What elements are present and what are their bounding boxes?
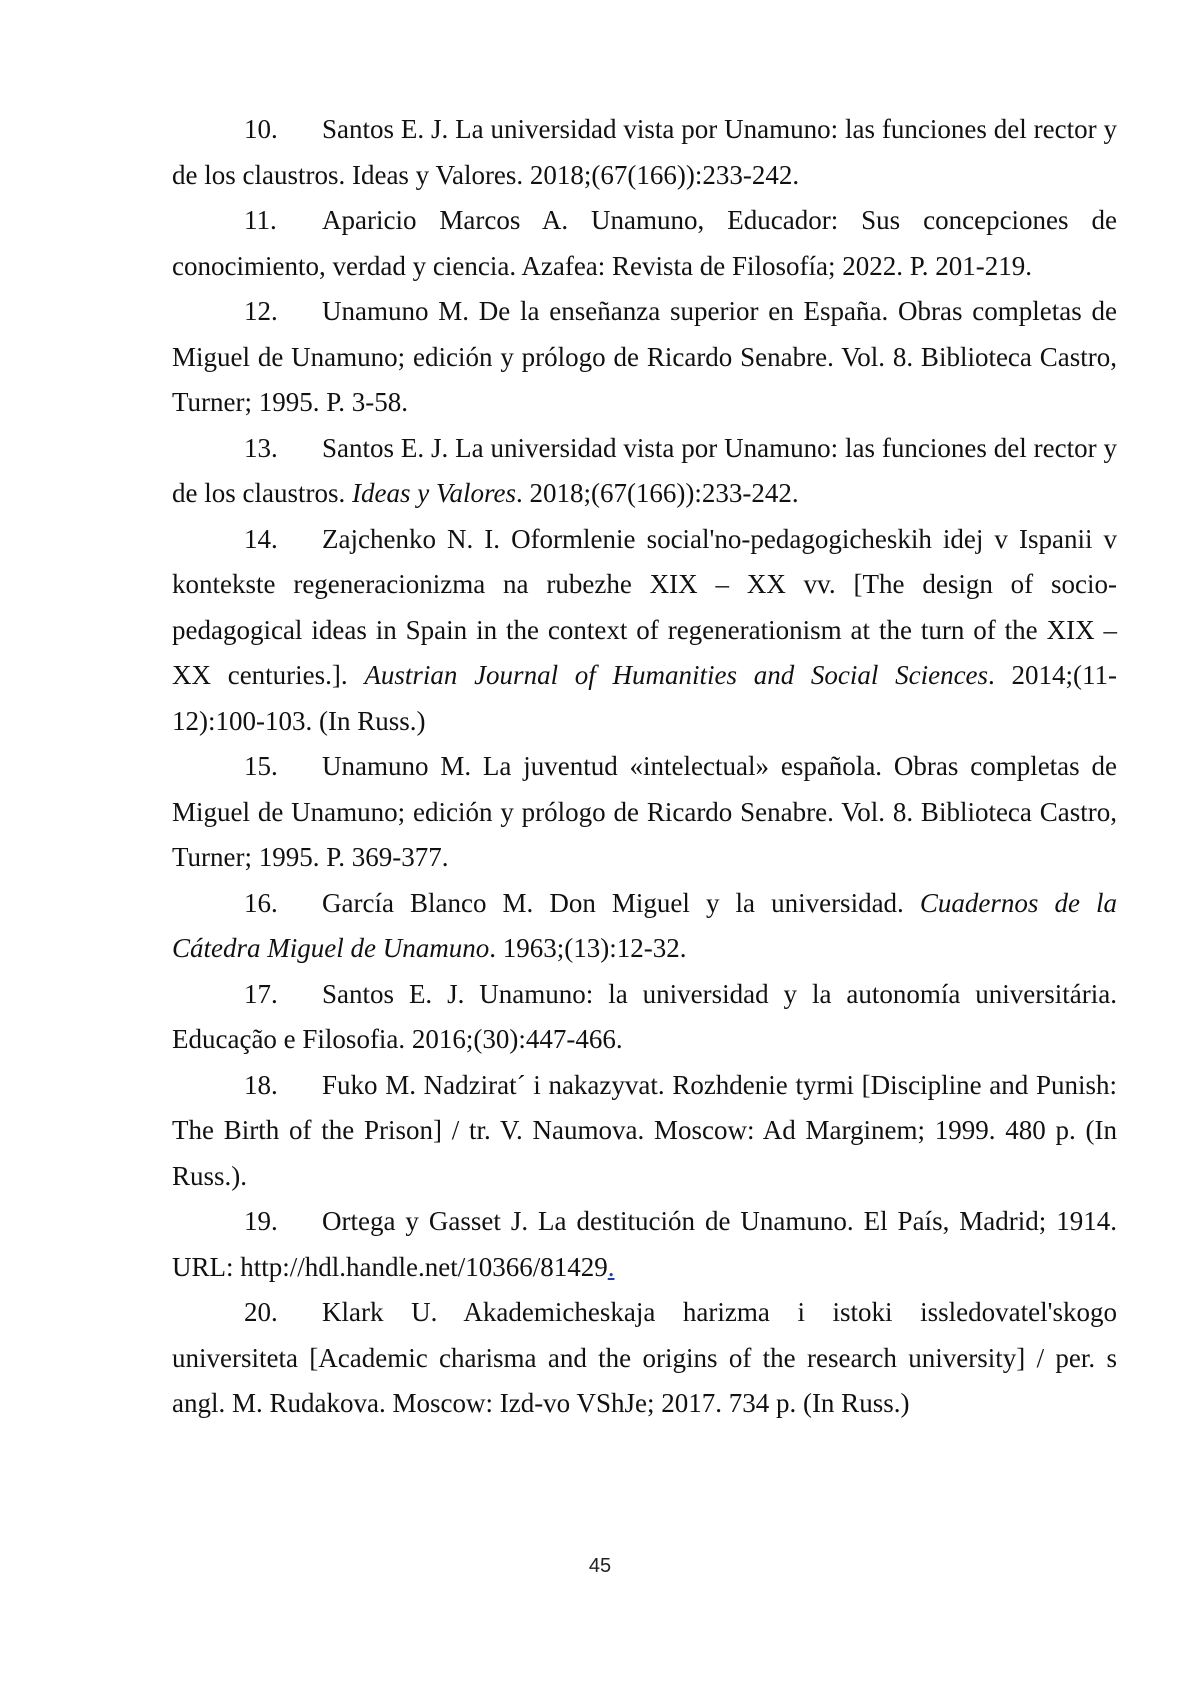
reference-item-10 xyxy=(172,107,1117,198)
reference-number: 12. xyxy=(244,296,278,326)
reference-text: Unamuno M. De la enseñanza superior en España. Obras completas de Miguel de Unamuno; edición y prólogo de Ricardo Senabre. Vol. 8. Biblioteca Castro, Turner; 1995. P. 3-58. xyxy=(172,296,1117,417)
reference-text: Ortega y Gasset J. La destitución de Unamuno. El País, Madrid; 1914. URL: http://hdl.handle.net/10366/81429 xyxy=(172,1206,1117,1282)
journal-title: Cuadernos de la Cátedra Miguel de Unamuno xyxy=(172,887,1117,963)
reference-tail: . 2018;(67(166)):233-242. xyxy=(515,478,799,508)
reference-number: 11. xyxy=(244,205,277,235)
reference-item-17 xyxy=(172,972,1117,1063)
reference-number: 16. xyxy=(244,887,278,918)
reference-number: 18. xyxy=(244,1069,278,1100)
reference-text: García Blanco M. Don Miguel y la universidad. xyxy=(322,887,920,918)
reference-item-20 xyxy=(172,1290,1117,1427)
page-number: 45 xyxy=(588,1555,612,1577)
reference-item-14 xyxy=(172,517,1117,745)
journal-title: Austrian Journal of Humanities and Social Sciences xyxy=(364,660,989,690)
reference-number: 14. xyxy=(244,523,278,554)
reference-number: 20. xyxy=(244,1297,278,1327)
reference-number: 19. xyxy=(244,1206,278,1236)
reference-tail: . 2014;(11-12):100-103. (In Russ.) xyxy=(172,660,1117,736)
reference-item-18 xyxy=(172,1063,1117,1200)
reference-item-16 xyxy=(172,881,1117,972)
reference-text: Santos E. J. La universidad vista por Unamuno: las funciones del rector y de los claustros. xyxy=(172,432,1117,508)
journal-title: Ideas y Valores xyxy=(351,478,516,508)
reference-item-15 xyxy=(172,744,1117,881)
reference-number: 10. xyxy=(244,114,278,144)
reference-tail: . 1963;(13):12-32. xyxy=(489,933,687,963)
reference-text: Klark U. Akademicheskaja harizma i istoki issledovatel'skogo universiteta [Academic charisma and the origins of the research university] / per. s angl. M. Rudakova. Moscow: Izd-vo VShJe; 2017. 734 p. (In Russ.) xyxy=(172,1297,1117,1418)
reference-number: 15. xyxy=(244,751,278,781)
reference-number: 17. xyxy=(244,978,278,1009)
reference-text: Unamuno M. La juventud «intelectual» española. Obras completas de Miguel de Unamuno; edición y prólogo de Ricardo Senabre. Vol. 8. Biblioteca Castro, Turner; 1995. P. 369-377. xyxy=(172,751,1117,872)
reference-text: Aparicio Marcos A. Unamuno, Educador: Sus concepciones de conocimiento, verdad y ciencia. Azafea: Revista de Filosofía; 2022. P. 201-219. xyxy=(172,205,1117,281)
reference-list xyxy=(172,107,1117,1427)
reference-text: Zajchenko N. I. Oformlenie social'no-pedagogicheskih idej v Ispanii v kontekste regeneracionizma na rubezhe XIX – XX vv. [The design of socio-pedagogical ideas in Spain in the context of regenerationism at the turn of the XIX – XX centuries.]. xyxy=(172,523,1117,690)
reference-number: 13. xyxy=(244,432,278,463)
reference-text: Fuko M. Nadzirat´ i nakazyvat. Rozhdenie tyrmi [Discipline and Punish: The Birth of the Prison] / tr. V. Naumova. Moscow: Ad Marginem; 1999. 480 p. (In Russ.). xyxy=(172,1069,1117,1191)
reference-item-13 xyxy=(172,426,1117,517)
reference-text: Santos E. J. La universidad vista por Unamuno: las funciones del rector y de los claustros. Ideas y Valores. 2018;(67(166)):233-242. xyxy=(172,114,1117,190)
reference-item-12 xyxy=(172,289,1117,426)
reference-text: Santos E. J. Unamuno: la universidad y la autonomía universitária. Educação e Filosofia. 2016;(30):447-466. xyxy=(172,978,1117,1054)
hyperlink-fragment[interactable]: . xyxy=(607,1251,615,1282)
reference-item-11 xyxy=(172,198,1117,289)
reference-item-19 xyxy=(172,1199,1117,1290)
